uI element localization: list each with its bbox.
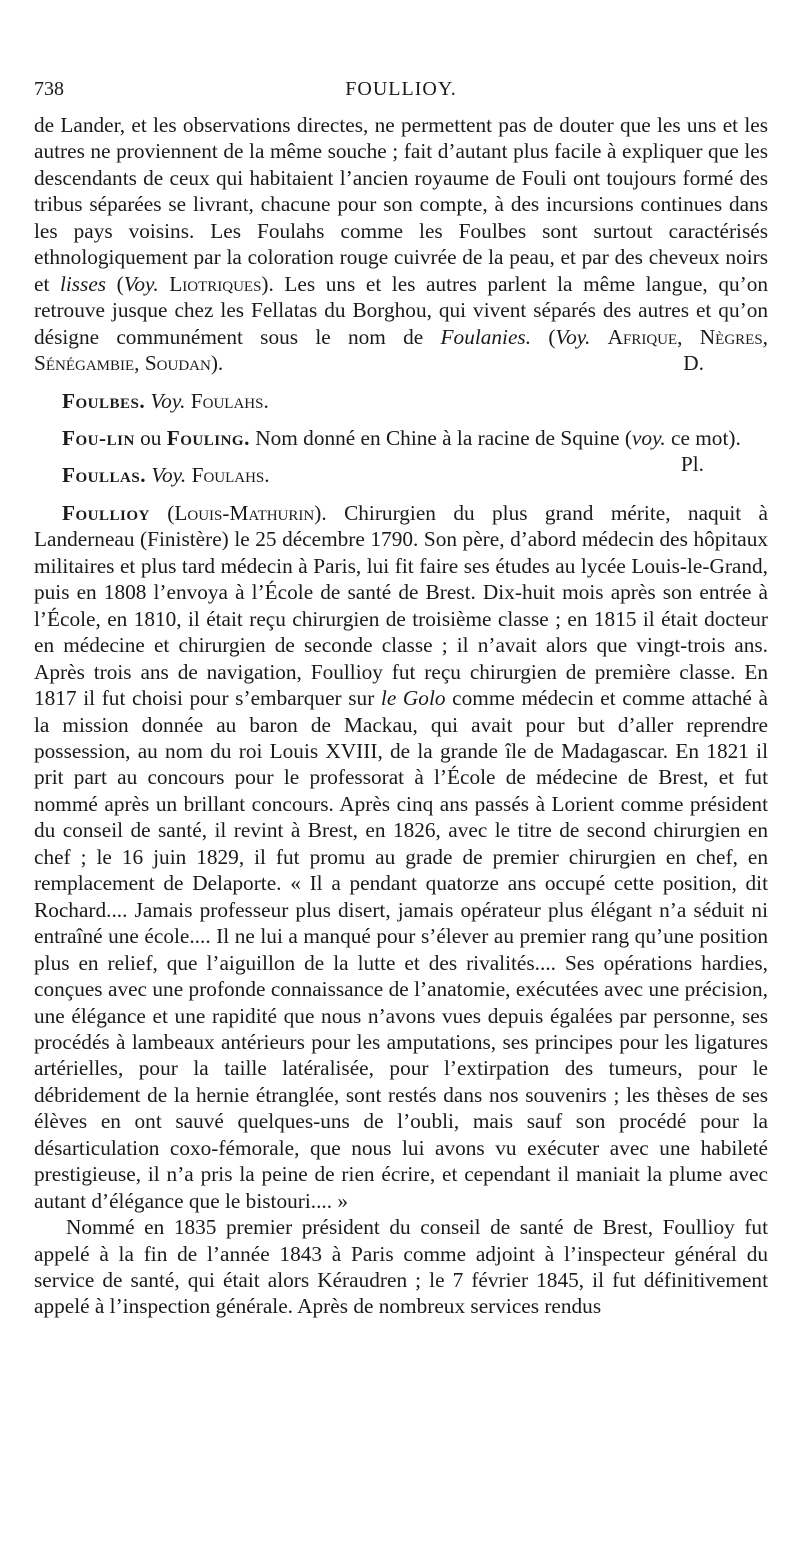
running-title: FOULLIOY. xyxy=(345,78,457,100)
paragraph-text: comme médecin et comme attaché à la mission donnée au baron de Mackau, qui avait pour but d’aller reprendre possession, au nom du roi Louis XVIII, de la grande île de Madagascar. En 1821 il prit part au concours pour le professorat à l’École de médecine de Brest, et fut nommé après un brillant concours. Après cinq ans passés à Lorient comme président du conseil de santé, il revint à Brest, en 1826, avec le titre de second chirurgien en chef ; le 16 juin 1829, il fut promu au grade de premier chirurgien en chef, en remplacement de Delaporte. « Il a pendant quatorze ans occupé cette position, dit Rochard.... Jamais professeur plus disert, jamais opérateur plus élégant n’a séduit ni entraîné une école.... Il ne lui a manqué pour s’élever au premier rang qu’une position plus en relief, que l’aiguillon de la lutte et des rivalités.... Ses opérations hardies, conçues avec une profonde connaissance de l’anatomie, exécutées avec une précision, une élégance et une rapidité que nous n’avons vues depuis égalées par personne, ses procédés à lambeaux antérieurs pour les amputations, ses principes pour les ligatures artérielles, pour la taille latéralisée, pour l’extirpation des tumeurs, pour le débridement de la hernie étranglée, sont restés dans nos souvenirs ; les thèses de ses élèves en ont sauvé quelques-uns de l’oubli, mais sauf son procédé pour la désarticulation coxo-fémorale, que nous lui avons vu exécuter avec une habileté prestigieuse, il n’a pris la peine de rien écrire, et cependant il maniait la plume avec autant d’élégance que le bistouri.... » xyxy=(34,686,768,1213)
entry-foullioy xyxy=(34,500,768,1214)
paragraph-text: Nom donné en Chine à la racine de Squine ( xyxy=(255,425,632,450)
paragraph-text: Chirurgien du plus grand mérite, naquit à Landerneau (Finistère) le 25 décembre 1790. Son père, d’abord médecin des hôpitaux militaires et plus tard médecin à Paris, lui fit faire ses études au lycée Louis-le-Grand, puis en 1808 l’envoya à l’École de santé de Brest. Dix-huit mois après son entrée à l’École, en 1810, il était reçu chirurgien de troisième classe ; en 1815 il était docteur en médecine et chirurgien de seconde classe ; il n’avait alors que vingt-trois ans. Après trois ans de navigation, Foullioy fut reçu chirurgien de première classe. En 1817 il fut choisi pour s’embarquer sur xyxy=(34,500,769,711)
given-names: (Louis-Mathurin). xyxy=(167,500,327,525)
see-reference: voy. xyxy=(631,425,666,450)
entry-headword: Fou-lin xyxy=(62,425,135,450)
cross-reference: Foulahs. xyxy=(190,388,269,413)
page-body xyxy=(34,112,768,1320)
paragraph-text: de Lander, et les observations directes, ne permettent pas de douter que les uns et les autres ne proviennent de la même souche ; fait d’autant plus facile à expliquer que les descendants de ceux qui habitaient l’ancien royaume de Fouli ont toujours formé des tribus séparées se livrant, chacune pour son compte, à des incursions continues dans les pays voisins. Les Foulahs comme les Foulbes sont surtout caractérisés ethnologiquement par la coloration rouge cuivrée de la peau, et par des cheveux noirs et xyxy=(34,113,768,296)
cross-reference: Afrique, Nègres, Sénégambie, Soudan xyxy=(34,324,768,376)
italic-term: lisses xyxy=(59,271,107,296)
see-reference: Voy. xyxy=(123,271,159,296)
entry-headword: Foulbes. xyxy=(62,388,146,413)
entry-foullas xyxy=(34,462,768,488)
paragraph-text: ce mot). xyxy=(665,425,741,450)
paragraph-text: ). Les uns et les autres parlent la même langue, qu’on retrouve jusque chez les Fellatas du Borghou, qui vivent séparés des autres et qu’on désigne communément sous le nom de xyxy=(34,271,769,349)
page-header xyxy=(34,78,768,108)
author-signature: D. xyxy=(683,351,704,376)
author-signature: Pl. xyxy=(680,452,704,477)
entry-foullioy-paragraph-2: Nommé en 1835 premier président du conseil de santé de Brest, Foullioy fut appelé à la fin de l’année 1843 à Paris comme adjoint à l’inspecteur général du service de santé, qui était alors Kéraudren ; le 7 février 1845, il fut définitivement appelé à l’inspection générale. Après de nombreux services rendus xyxy=(34,1215,768,1319)
page-number: 738 xyxy=(34,78,64,100)
see-reference: Voy. xyxy=(151,463,187,488)
conjunction: ou xyxy=(140,425,162,450)
entry-foulahs-continuation: de Lander, et les observations directes, ne permettent pas de douter que les uns et les autres ne proviennent de la même souche ; fait d’autant plus facile à expliquer que les descendants de ceux qui habitaient l’ancien royaume de Fouli ont toujours formé des tribus séparées se livrant, chacune pour son compte, à des incursions continues dans les pays voisins. Les Foulahs comme les Foulbes sont surtout caractérisés ethnologiquement par la coloration rouge cuivrée de la peau, et par des cheveux noirs et lisses (Voy. Liotriques). Les uns et les autres parlent la même langue, qu’on retrouve jusque chez les Fellatas du Borghou, qui vivent séparés des autres et qu’on désigne communément sous le nom de Foulanies. (Voy. Afrique, Nègres, Sénégambie, Soudan). D. xyxy=(34,113,769,376)
cross-reference: Liotriques xyxy=(169,271,262,296)
entry-headword: Foullas. xyxy=(62,463,147,488)
cross-reference: Foulahs. xyxy=(191,463,270,488)
entry-foulbes xyxy=(34,388,768,414)
italic-term: Foulanies. xyxy=(440,324,532,349)
see-reference: Voy. xyxy=(150,388,186,413)
ship-name: le Golo xyxy=(380,686,446,711)
entry-headword-alt: Fouling. xyxy=(166,425,250,450)
entry-headword: Foullioy xyxy=(62,500,150,525)
see-reference: Voy. xyxy=(555,324,591,349)
